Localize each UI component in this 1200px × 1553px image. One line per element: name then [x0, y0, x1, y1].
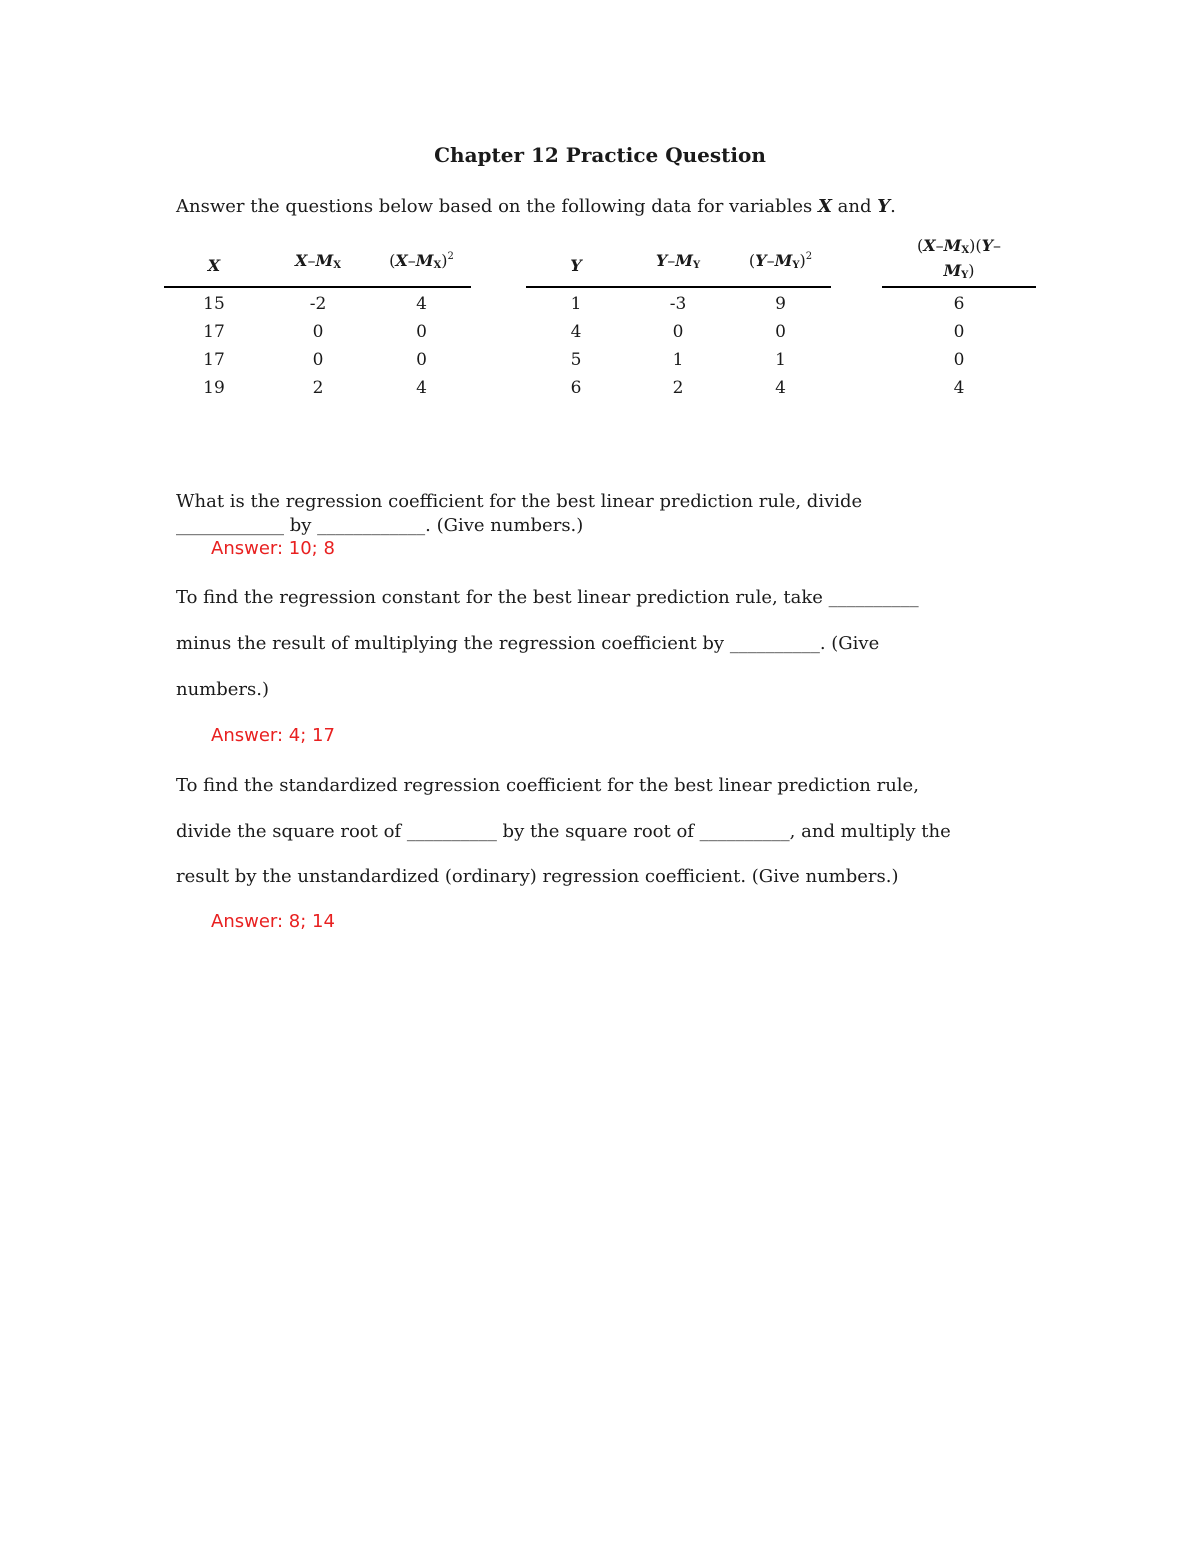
header-xy-product: $(X-M_X)(Y-$ $M_Y$) [916, 236, 1002, 281]
table-y [526, 242, 831, 402]
header-y: Y [570, 256, 582, 275]
cell-y: 5 [570, 350, 582, 370]
cell-x: 19 [203, 378, 225, 398]
cell-y: 4 [570, 322, 582, 342]
cell-xy-product: 6 [953, 294, 965, 314]
cell-x-dev: 0 [312, 322, 324, 342]
intro-var-y: Y [877, 196, 891, 217]
table-row [882, 290, 1036, 318]
cell-x-dev-sq: 4 [416, 378, 427, 398]
cell-y-dev: 0 [672, 322, 684, 342]
cell-y-dev: -3 [669, 294, 687, 314]
table-row [164, 318, 471, 346]
question-1-line-1: What is the regression coefficient for the best linear prediction rule, divide [176, 491, 863, 512]
cell-x-dev-sq: 4 [416, 294, 427, 314]
table-xy [882, 236, 1036, 402]
cell-xy-product: 0 [953, 350, 965, 370]
table-row [882, 374, 1036, 402]
table-row [526, 318, 831, 346]
table-row [882, 318, 1036, 346]
answer-1: Answer: 10; 8 [211, 538, 335, 559]
cell-x: 15 [203, 294, 225, 314]
cell-x-dev-sq: 0 [416, 350, 427, 370]
question-1-line-2: ____________ by ____________. (Give numbers.) [176, 515, 584, 536]
intro-and: and [831, 196, 878, 217]
cell-y-dev: 1 [672, 350, 684, 370]
table-xy-header [882, 236, 1036, 288]
question-2-line-3: numbers.) [176, 679, 270, 700]
question-2-line-1: To find the regression constant for the best linear prediction rule, take __________ [176, 587, 919, 608]
table-row [882, 346, 1036, 374]
table-row [164, 346, 471, 374]
cell-xy-product: 4 [953, 378, 965, 398]
header-x-dev: $X-M_X$ [295, 251, 341, 271]
cell-x-dev: 0 [312, 350, 324, 370]
question-3-line-3: result by the unstandardized (ordinary) regression coefficient. (Give numbers.) [176, 866, 899, 887]
question-3-line-2: divide the square root of __________ by the square root of __________, and multiply the [176, 821, 951, 842]
cell-x-dev-sq: 0 [416, 322, 427, 342]
header-x: X [207, 256, 221, 275]
header-x-dev-sq: $(X-M_X)^2$ [389, 251, 454, 271]
page-title: Chapter 12 Practice Question [434, 143, 766, 167]
question-3-line-1: To find the standardized regression coefficient for the best linear prediction rule, [176, 775, 919, 796]
cell-y: 6 [570, 378, 582, 398]
cell-y-dev-sq: 0 [775, 322, 786, 342]
table-row [526, 346, 831, 374]
cell-x: 17 [203, 350, 225, 370]
cell-x-dev: -2 [309, 294, 327, 314]
question-2-line-2: minus the result of multiplying the regression coefficient by __________. (Give [176, 633, 880, 654]
answer-2: Answer: 4; 17 [211, 725, 335, 746]
cell-y-dev-sq: 4 [775, 378, 786, 398]
table-x-header [164, 242, 471, 288]
table-x [164, 242, 471, 402]
table-y-header [526, 242, 831, 288]
cell-xy-product: 0 [953, 322, 965, 342]
cell-x: 17 [203, 322, 225, 342]
cell-y-dev: 2 [672, 378, 684, 398]
intro-var-x: X [817, 196, 832, 217]
intro-text [176, 196, 896, 217]
table-row [164, 290, 471, 318]
table-row [526, 374, 831, 402]
intro-end: . [890, 196, 896, 217]
answer-3: Answer: 8; 14 [211, 911, 335, 932]
cell-x-dev: 2 [312, 378, 324, 398]
table-row [526, 290, 831, 318]
intro-sentence: Answer the questions below based on the following data for variables [176, 196, 818, 217]
header-y-dev: $Y-M_Y$ [655, 251, 701, 271]
cell-y-dev-sq: 1 [775, 350, 786, 370]
cell-y: 1 [570, 294, 582, 314]
cell-y-dev-sq: 9 [775, 294, 786, 314]
table-row [164, 374, 471, 402]
header-y-dev-sq: $(Y-M_Y)^2$ [748, 251, 813, 271]
